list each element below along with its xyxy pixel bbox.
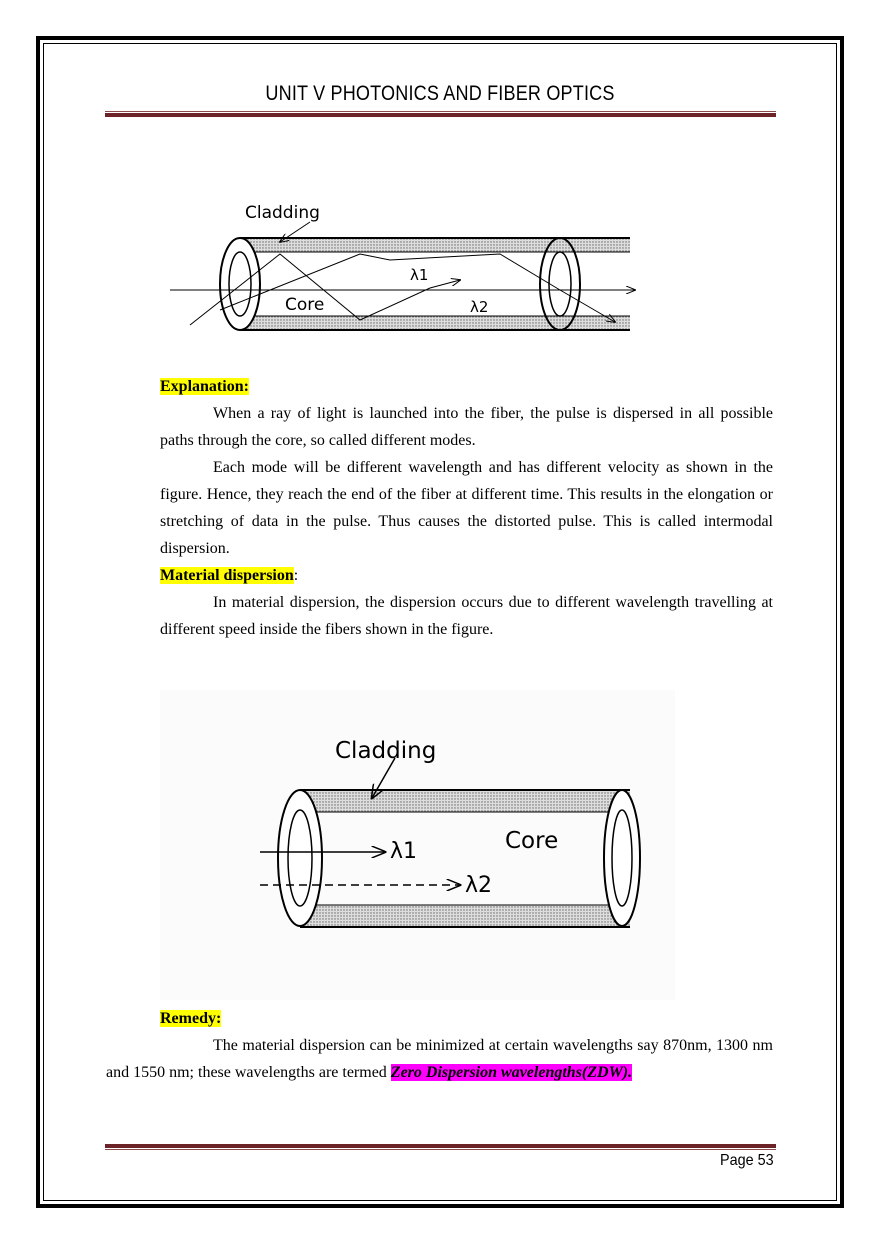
remedy-text: The material dispersion can be minimized at certain wavelengths say 870nm, 1300 nm and 1550 nm; these wavelengths are termed <box>106 1037 773 1081</box>
core-label: Core <box>505 828 559 854</box>
core-label: Core <box>285 295 325 315</box>
cladding-label: Cladding <box>245 203 320 223</box>
page-number: Page 53 <box>720 1152 774 1169</box>
footer-rule <box>105 1144 776 1150</box>
intermodal-dispersion-figure <box>160 130 660 365</box>
material-dispersion-paragraph: In material dispersion, the dispersion occurs due to different wavelength travelling at different speed inside the fibers shown in the figure. <box>160 594 773 638</box>
explanation-paragraph-2: Each mode will be different wavelength and has different velocity as shown in the figure. Hence, they reach the end of the fiber at different time. This results in the elongation or stretching of data in the pulse. Thus causes the distorted pulse. This is called intermodal dispersion. <box>160 459 773 557</box>
cladding-label: Cladding <box>335 738 437 764</box>
lambda2-label: λ2 <box>470 298 489 316</box>
heading-colon: : <box>293 567 299 584</box>
material-dispersion-heading: Material dispersion <box>160 567 294 584</box>
remedy-heading: Remedy: <box>160 1010 222 1027</box>
explanation-section <box>160 373 773 643</box>
remedy-paragraph <box>106 1032 773 1086</box>
lambda1-label: λ1 <box>410 266 429 284</box>
lambda1-label: λ1 <box>390 839 418 864</box>
remedy-heading-block <box>160 1005 773 1032</box>
explanation-heading: Explanation: <box>160 378 249 395</box>
page-header-title: UNIT V PHOTONICS AND FIBER OPTICS <box>265 82 615 105</box>
material-dispersion-figure <box>160 690 675 1000</box>
zdw-term: Zero Dispersion wavelengths(ZDW). <box>390 1064 633 1081</box>
header-rule <box>105 111 776 117</box>
lambda2-label: λ2 <box>465 873 493 898</box>
explanation-paragraph-1: When a ray of light is launched into the fiber, the pulse is dispersed in all possible paths through the core, so called different modes. <box>160 405 773 449</box>
